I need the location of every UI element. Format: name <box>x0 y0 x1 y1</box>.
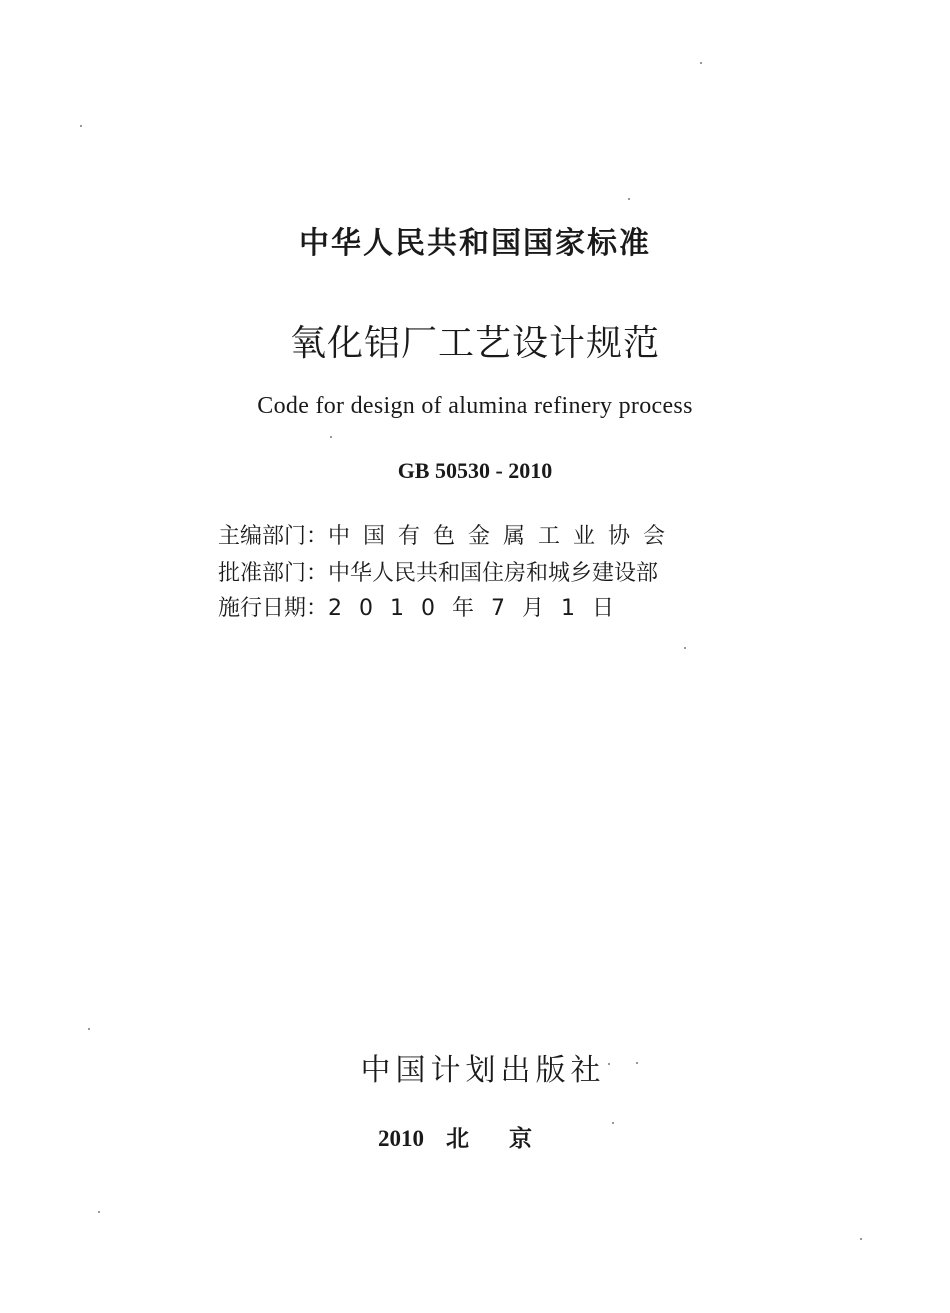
document-title-cn: 氧化铝厂工艺设计规范 <box>289 323 660 364</box>
approval-department-label: 批准部门： <box>218 561 329 586</box>
approval-department-line <box>218 558 658 590</box>
scan-speck <box>628 198 630 200</box>
scan-speck <box>98 1211 100 1213</box>
effective-date-value: 2010年7月1日 <box>328 596 631 621</box>
scan-speck <box>608 1063 610 1065</box>
scan-speck <box>612 1122 614 1124</box>
standard-number: GB 50530 - 2010 <box>397 458 553 483</box>
editor-department-line <box>218 521 678 553</box>
publication-city: 北京 <box>446 1126 572 1152</box>
publication-year: 2010 <box>378 1126 424 1151</box>
scan-speck <box>330 436 332 438</box>
editor-department-value: 中国有色金属工业协会 <box>328 524 679 549</box>
scan-speck <box>860 1238 862 1240</box>
approval-department-value: 中华人民共和国住房和城乡建设部 <box>328 561 659 586</box>
scan-speck <box>684 647 686 649</box>
publication-place-year <box>0 1120 950 1153</box>
national-standard-heading: 中华人民共和国国家标准 <box>299 226 651 261</box>
effective-date-label: 施行日期： <box>218 596 329 621</box>
editor-department-label: 主编部门： <box>218 524 329 549</box>
scan-speck <box>700 62 702 64</box>
publisher-name: 中国计划出版社 <box>360 1053 606 1088</box>
effective-date-line <box>218 593 631 625</box>
scan-speck <box>636 1062 638 1064</box>
scan-speck <box>88 1028 90 1030</box>
scan-speck <box>80 125 82 127</box>
document-title-en: Code for design of alumina refinery process <box>257 393 693 419</box>
